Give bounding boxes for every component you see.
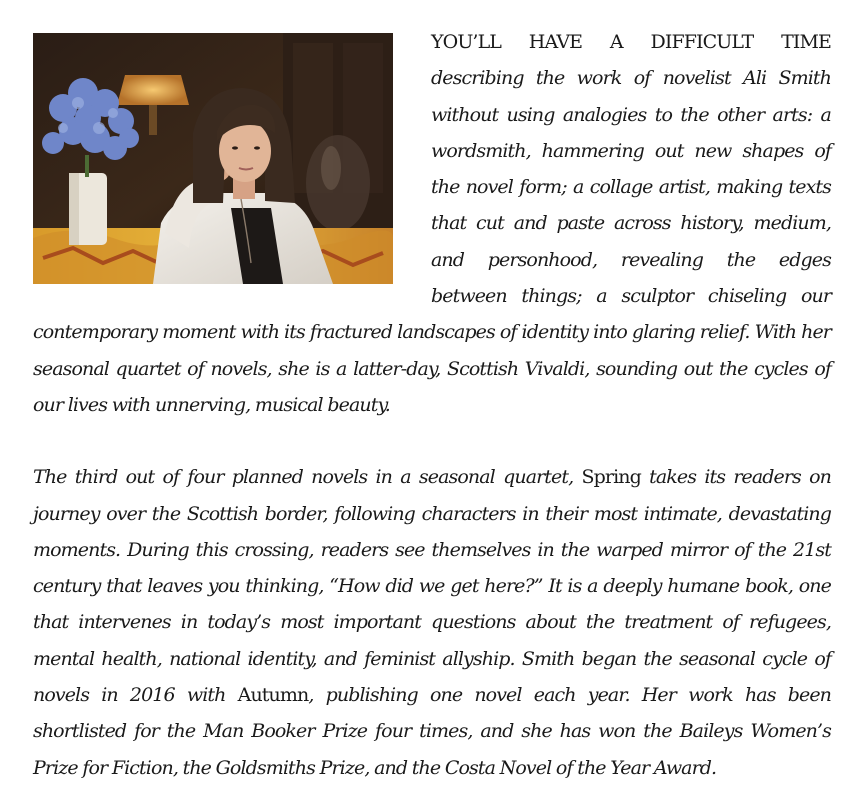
paragraph-spring: The third out of four planned novels in a seasonal quartet, Spring takes its readers on journey over the Scottish border, following characters in their most intimate, devastating moments. During this crossing, readers see themselves in the warped mirror of the 21st century that leaves you thinking, “How did we get here?” It is a deeply humane book, one that intervenes in today’s most important questions about the treatment of refugees, mental health, national identity, and feminist allyship. Smith began the seasonal cycle of novels in 2016 with Autumn, publishing one novel each year. Her work has been shortlisted for the Man Booker Prize four times, and she has won the Baileys Women’s Prize for Fiction, the Goldsmiths Prize, and the Costa Novel of the Year Award. bbox=[33, 466, 832, 779]
paragraph-spring-part3: publishing one novel each year. Her work has been shortlisted for the Man Booker Prize four times, and she has won the Baileys Women’s Prize for Fiction, the Goldsmiths Prize, and the Costa Novel of the Year Award. bbox=[33, 684, 832, 779]
paragraph-spring-part1: The third out of four planned novels in a seasonal quartet, bbox=[33, 466, 574, 489]
author-photo-illustration bbox=[33, 33, 393, 284]
paragraph-intro-text: describing the work of novelist Ali Smith without using analogies to the other arts: a wordsmith, hammering out new shapes of the novel form; a collage artist, making texts that cut and paste across history, medium, and personhood, revealing the edges between things; a sculptor chiseling our contemporary moment with its fractured landscapes of identity into glaring relief. With her seasonal quartet of novels, she is a latter-day, Scottish Vivaldi, sounding out the cycles of our lives with unnerving, musical beauty. bbox=[33, 67, 831, 416]
book-title-autumn: Autumn bbox=[237, 684, 309, 707]
article-body bbox=[33, 24, 831, 786]
lead-in: YOU’LL HAVE A DIFFICULT TIME bbox=[431, 31, 831, 53]
paragraph-spring-part2: takes its readers on journey over the Scottish border, following characters in their most intimate, devastating moments. During this crossing, readers see themselves in the warped mirror of the 21st century that leaves you thinking, “How did we get here?” It is a deeply humane book, one that intervenes in today’s most important questions about the treatment of refugees, mental health, national identity, and feminist allyship. Smith began the seasonal cycle of novels in 2016 with bbox=[33, 466, 832, 707]
book-title-spring: Spring bbox=[581, 466, 641, 489]
author-photo bbox=[33, 33, 393, 284]
